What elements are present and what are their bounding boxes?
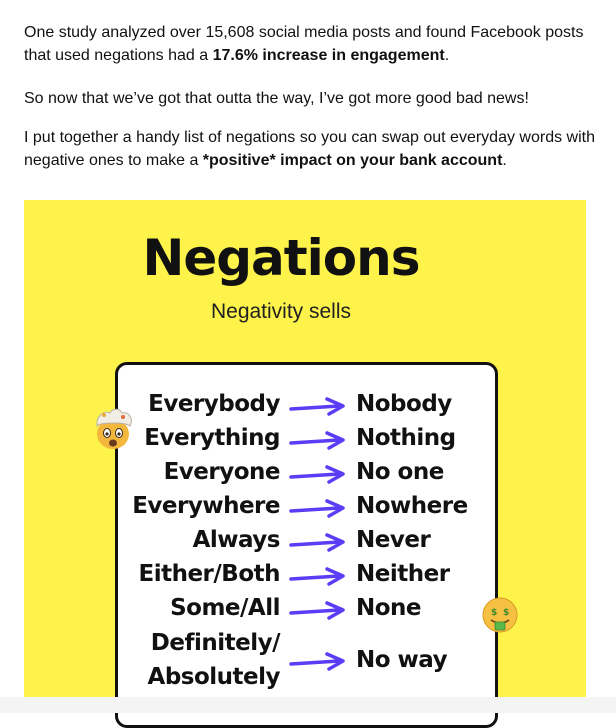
page-bottom-edge: [0, 697, 616, 713]
negation-row: [0, 630, 616, 690]
arrow-right-icon: [289, 652, 347, 672]
positive-impact-text: *positive* impact on your bank account: [202, 152, 503, 169]
negation-row: [0, 493, 616, 527]
svg-text:$: $: [491, 608, 498, 618]
arrow-right-icon: [289, 499, 347, 519]
exploding-head-icon: [90, 406, 136, 452]
negated-word: Nobody: [356, 391, 452, 417]
list-intro-text-end: .: [502, 152, 507, 169]
positive-word: Always: [192, 527, 280, 553]
intro-text-end: .: [444, 47, 450, 64]
negated-word: Neither: [356, 561, 450, 587]
arrow-right-icon: [289, 601, 347, 621]
intro-paragraph: [24, 21, 604, 67]
money-mouth-icon: [481, 596, 519, 634]
negated-word: No one: [356, 459, 444, 485]
negated-word: No way: [356, 647, 448, 673]
engagement-stat: 17.6% increase in engagement: [212, 47, 445, 64]
negated-word: Never: [356, 527, 431, 553]
svg-text:$: $: [503, 608, 510, 618]
negated-word: Nowhere: [356, 493, 468, 519]
arrow-right-icon: [289, 431, 347, 451]
negation-row: [0, 561, 616, 595]
arrow-right-icon: [289, 567, 347, 587]
negation-row: [0, 595, 616, 629]
intro-text: One study analyzed over 15,608 social media posts and found Facebook posts that used negations had a: [24, 24, 584, 64]
positive-word: Either/Both: [138, 561, 280, 587]
positive-word: Everyone: [163, 459, 280, 485]
negation-row: [0, 527, 616, 561]
list-intro-paragraph: [24, 126, 604, 172]
list-intro-text: I put together a handy list of negations so you can swap out everyday words with negative ones to make a: [24, 129, 595, 169]
arrow-right-icon: [289, 397, 347, 417]
positive-word-line2: Absolutely: [147, 664, 280, 690]
bad-news-paragraph: So now that we’ve got that outta the way, I’ve got more good bad news!: [24, 90, 529, 107]
positive-word: Definitely/: [150, 630, 280, 656]
positive-word: Everybody: [148, 391, 280, 417]
positive-word: Everything: [144, 425, 280, 451]
negated-word: None: [356, 595, 422, 621]
infographic-title: Negations: [142, 229, 420, 287]
positive-word: Everywhere: [132, 493, 280, 519]
arrow-right-icon: [289, 465, 347, 485]
arrow-right-icon: [289, 533, 347, 553]
negation-row: [0, 459, 616, 493]
infographic-subtitle: Negativity sells: [210, 300, 352, 323]
positive-word: Some/All: [170, 595, 280, 621]
negated-word: Nothing: [356, 425, 456, 451]
